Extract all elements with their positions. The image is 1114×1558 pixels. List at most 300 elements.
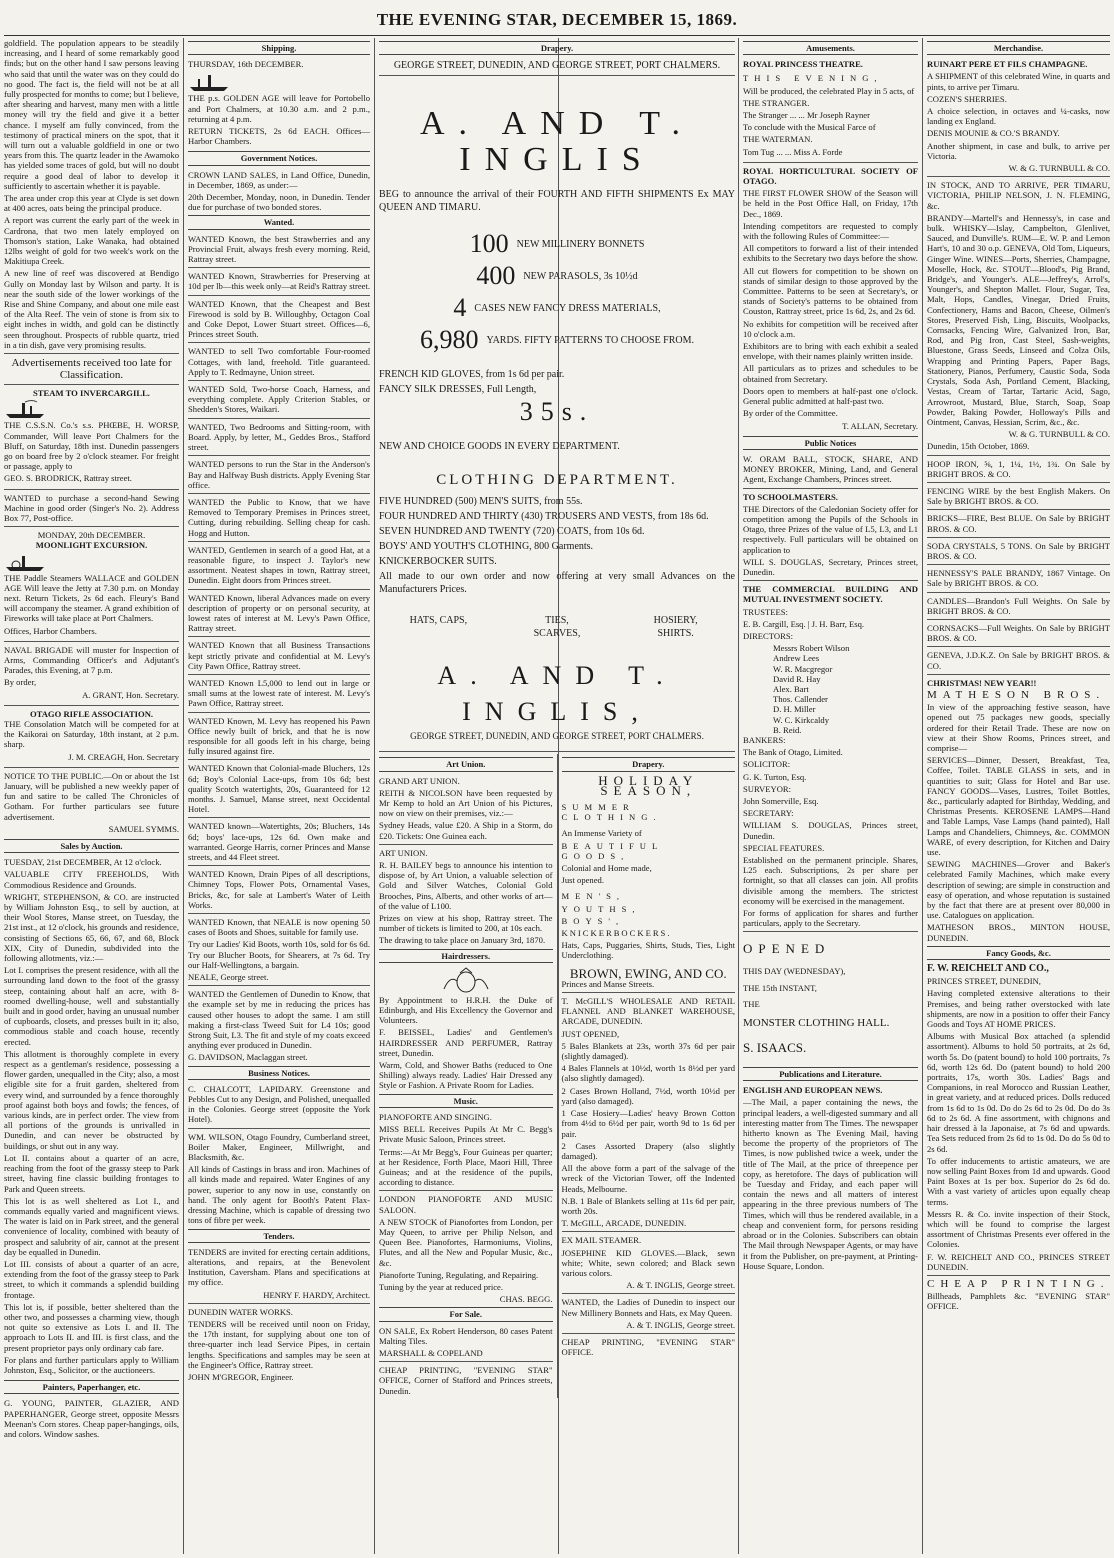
divider [188, 712, 370, 713]
divider [188, 1128, 370, 1129]
ad-broker: W. ORAM BALL, STOCK, SHARE, AND MONEY BROKER, Mining, Land, and General Agent, Exchange Chambers, Princes street. [743, 453, 918, 485]
ad-title: THE STRANGER. [743, 97, 810, 108]
ad-heading: SECRETARY: [743, 808, 794, 819]
ad-crown-land: CROWN LAND SALES, in Land Office, Dunedin, in December, 1869, as under:— [188, 169, 370, 190]
ad-body: THE Consolation Match will be competed for at the Kaikorai on Saturday, 18th instant, at 2 p.m. sharp. [4, 718, 179, 750]
ad-moonlight-excursion [4, 530, 179, 636]
ad-title: ROYAL HORTICULTURAL SOCIETY OF OTAGO. [743, 165, 918, 187]
divider [562, 1293, 736, 1294]
divider [743, 580, 918, 581]
ad-body: THE FIRST FLOWER SHOW of the Season will be held in the Post Office Hall, on Friday, 17th Dec., 1869. [743, 188, 918, 219]
ad-body: The Bank of Otago, Limited. [743, 747, 843, 758]
ad-bright-bros: CANDLES—Brandon's Full Weights. On Sale by BRIGHT BROS. & CO. [927, 595, 1110, 616]
ad-body: 4 Bales Flannels at 10½d, worth 1s 8½d per yard (also slightly damaged). [561, 1063, 735, 1084]
divider [562, 992, 736, 993]
ad-title: BOYS', [561, 915, 625, 926]
ad-crown-land: 20th December, Monday, noon, in Dunedin. Tender due for purchase of two bonded stores. [188, 192, 370, 213]
section-heading: Wanted. [188, 215, 370, 229]
clothing-line: FIVE HUNDRED (500) MEN'S SUITS, from 55s. [379, 496, 583, 508]
ad-body: REITH & NICOLSON have been requested by Mr Kemp to hold an Art Union of his Pictures, now on view on their premises, viz.:— [379, 787, 553, 819]
stock-line [379, 262, 735, 290]
divider [188, 636, 370, 637]
ad-body: ON SALE, Ex Robert Henderson, 80 cases Patent Malting Tiles. [379, 1325, 553, 1346]
section-heading: Music. [379, 1094, 553, 1108]
ad-notice-public [4, 771, 179, 834]
ad-title: DUNEDIN WATER WORKS. [188, 1306, 293, 1317]
divider [927, 619, 1110, 620]
ad-signature: W. & G. TURNBULL & CO. [1008, 163, 1110, 174]
section-heading: Sales by Auction. [4, 839, 179, 853]
ad-body: Exhibitors are to bring with each exhibit a sealed envelope, with their names plainly written inside. [743, 341, 918, 362]
director-name: Alex. Bart [773, 683, 809, 694]
ad-wanted: WANTED Known that Colonial-made Bluchers, 12s 6d; Boy's Colonial Lace-ups, from 10s 6d; best quality Scotch watertights, 20s, Guaranteed for 12 months. J. Samuel, Manse street, next Occidental Hotel. [188, 763, 370, 815]
ad-body: A choice selection, in octaves and ¼-casks, now landing ex England. [927, 106, 1110, 127]
ad-title: MATHESON BROS. [927, 688, 1106, 701]
column-rule [374, 38, 375, 1554]
ad-signature: WILL S. DOUGLAS, Secretary, Princes street, Dunedin. [743, 556, 918, 577]
ad-body: Another shipment, in case and bulk, to arrive per Victoria. [927, 140, 1110, 161]
address-line: GEORGE STREET, DUNEDIN, AND GEORGE STREET, PORT CHALMERS. [410, 731, 704, 742]
ad-wanted: WANTED Known, Strawberries for Preserving at 10d per lb—this week only—at Reid's Rattray street. [188, 271, 370, 292]
ad-body: N.B. 1 Bale of Blankets selling at 11s 6d per pair, worth 20s. [561, 1195, 735, 1216]
ad-date: Dunedin, 15th October, 1869. [927, 441, 1030, 452]
ad-title: STEAM TO INVERCARGILL. [33, 388, 150, 399]
director-name: Andrew Lees [773, 653, 820, 664]
divider [562, 1231, 736, 1232]
director-name: D. H. Miller [773, 704, 816, 715]
column-6 [927, 38, 1110, 1554]
ad-wanted: WANTED the Public to Know, that we have Removed to Temporary Premises in Princes street, Cutting, during rebuilding. Selling cheap for cash. Hogg and Hutton. [188, 496, 370, 538]
ad-body: Prizes on view at his shop, Rattray street. The number of tickets is limited to 200, at 10s each. [379, 913, 553, 934]
ad-body: WANTED, the Ladies of Dunedin to inspect our New Millinery Bonnets and Hats, ex May Queen. [561, 1297, 735, 1318]
ad-wanted: WANTED known—Watertights, 20s; Bluchers, 14s 6d; boys' lace-ups, 12s 6d. Own make and warranted. George Harris, corner Princes and Manse streets, and 44 Fleet street. [188, 821, 370, 862]
ad-title: THE WATERMAN. [743, 134, 813, 145]
divider [188, 267, 370, 268]
ad-body: For plans and further particulars apply to William Johnston, Esq., Solicitor, or the auctioneers. [4, 1354, 179, 1375]
ad-printing: Billheads, Pamphlets &c. "EVENING STAR" OFFICE. [927, 1291, 1110, 1312]
ad-wanted: WANTED Known, liberal Advances made on every description of property or on personal security, at lowest rates of interest at M. Levy's Pawn Office, Rattray street. [188, 592, 370, 634]
ad-wanted: WANTED persons to run the Star in the Anderson's Bay and Halfway Bush districts. Apply Evening Star office. [188, 459, 370, 490]
royal-crest-icon [436, 967, 496, 993]
ad-wanted: WANTED to sell Two comfortable Four-roomed Cottages, with land, freehold. Title guaranteed. Apply to T. Redmayne, Union street. [188, 346, 370, 377]
ad-body: G. K. Turton, Esq. [743, 771, 807, 782]
ad-wanted: WANTED Known, that the Cheapest and Best Firewood is sold by B. Willoughby, Octagon Coal and Coke Depot, Lower Stuart street. Offices—6, Princes street South. [188, 298, 370, 340]
divider [188, 985, 370, 986]
divider [927, 646, 1110, 647]
ad-signature: W. & G. TURNBULL & CO. [1008, 429, 1110, 440]
director-name: W. C. Kirkcaldy [773, 714, 830, 725]
divider [927, 509, 1110, 510]
section-heading: Fancy Goods, &c. [927, 946, 1110, 960]
ad-wanted: WANTED Known L5,000 to lend out in large or small sums at the lowest rate of interest. M. Levy's Pawn Office, Rattray street. [188, 677, 370, 709]
divider [188, 493, 370, 494]
ad-title: PIANOFORTE AND SINGING. [379, 1111, 492, 1122]
ad-wanted: WANTED Known, M. Levy has reopened his Pawn Office newly built of brick, and that he is now responsible for all goods left in his charge, being fully insured against fire. [188, 715, 370, 757]
steamship-icon [188, 71, 232, 93]
ad-title: COZEN'S SHERRIES. [927, 93, 1007, 104]
ad-title: YOUTHS, [561, 903, 641, 914]
ad-title: ROYAL PRINCESS THEATRE. [743, 59, 863, 70]
section-heading: Amusements. [743, 41, 918, 55]
ad-title: OTAGO RIFLE ASSOCIATION. [29, 708, 154, 719]
divider [743, 162, 918, 163]
ad-title: MONSTER CLOTHING HALL. [743, 1017, 890, 1030]
divider [4, 526, 179, 527]
divider [188, 342, 370, 343]
ad-body: In view of the approaching festive season, have opened out 75 packages new goods, specially ordered for their Retail Trade. These are now on view at their Show Rooms, Princes street, and comprise— [927, 702, 1110, 753]
ad-body: Tom Tug ... ... Miss A. Forde [743, 146, 843, 157]
column-1 [4, 38, 179, 1554]
shipment-notice: BEG to announce the arrival of their FOURTH AND FIFTH SHIPMENTS Ex MAY QUEEN AND TIMARU. [379, 189, 735, 214]
ad-title: DENIS MOUNIE & CO.'S BRANDY. [927, 128, 1060, 139]
ad-signature: JOHN M'GREGOR, Engineer. [188, 1371, 294, 1382]
ad-body: This allotment is thoroughly complete in every respect as a gentleman's residence, possessing a flower garden, unequalled in the City; also, a most eligible site for a fruit garden, sheltered from every wind, and surrounded by a fence thoroughly proof against both boys and fowls; the fences, of various kinds, are in perfect order. The view from all portions of the grounds is unrivalled in Dunedin, and can never be obstructed by buildings, or shut out in any way. [4, 1048, 179, 1151]
ad-body: THE p.s. GOLDEN AGE will leave for Portobello and Port Chalmers, at 10.30 a.m. and 2 p.m., returning at 4 p.m. [188, 93, 370, 124]
divider [743, 931, 918, 932]
lower-right [557, 754, 736, 1397]
ad-heading: DIRECTORS: [743, 630, 793, 641]
ad-body: NOTICE TO THE PUBLIC.—On or about the 1st January, will be published a new weekly paper of fun and satire to be called The Chronicles of Gotham. For further particulars see future advertisement. [4, 770, 179, 822]
divider [4, 767, 179, 768]
ad-date: THURSDAY, 16th DECEMBER. [188, 59, 304, 70]
ad-signature: HENRY F. HARDY, Architect. [263, 1289, 370, 1300]
divider [379, 1361, 553, 1362]
ad-body: This lot is, if possible, better sheltered than the other two, and possesses a charming view, though not quite so extensive as Lots I. and II. The approach to Lots II. and III. is first class, and the present proprietor pays only ordinary cab fare. [4, 1301, 179, 1353]
ad-title: VALUABLE CITY FREEHOLDS, With Commodious Residence and Grounds. [4, 869, 179, 890]
ad-title: GRAND ART UNION. [379, 775, 460, 786]
ad-title: F. W. REICHELT AND CO., [927, 963, 1049, 975]
column-rule [922, 38, 923, 1554]
section-heading: Shipping. [188, 41, 370, 55]
ad-body: John Somerville, Esq. [743, 796, 819, 806]
ad-body: By Appointment to H.R.H. the Duke of Edinburgh, and His Excellency the Governor and Volunteers. [379, 994, 553, 1026]
ad-body: E. B. Cargill, Esq. | J. H. Barr, Esq. [743, 618, 865, 629]
ad-body: A SHIPMENT of this celebrated Wine, in quarts and pints, to arrive per Timaru. [927, 71, 1110, 92]
ad-wanted: WANTED Known, Drain Pipes of all descriptions, Chimney Tops, Flower Pots, Ornamental Vases, Bricks, &c, for sale at Lambert's Water of Leith Works. [188, 869, 370, 910]
ad-signature: J. M. CREAGH, Hon. Secretary [68, 751, 179, 762]
section-heading: Government Notices. [188, 151, 370, 165]
column-3 [379, 38, 735, 1554]
ad-date: MONDAY, 20th DECEMBER. [37, 530, 146, 541]
ad-body: Messrs R. & Co. invite inspection of their Stock, which will be found to comprise the largest assortment of Christmas Presents ever offered in the Colonies. [927, 1208, 1110, 1250]
ad-title: RUINART PERE ET FILS CHAMPAGNE. [927, 59, 1088, 70]
ad-painter: G. YOUNG, PAINTER, GLAZIER, AND PAPERHANGER, George street, opposite Messrs Meenan's Corn stores. Cheap paper-hangings, oils, and colors. Window sashes. [4, 1398, 179, 1439]
ad-heading: SOLICITOR: [743, 759, 791, 770]
lower-left [379, 754, 553, 1397]
ad-signature: MARSHALL & COPELAND [379, 1347, 483, 1358]
ad-body: All competitors to forward a list of their intended exhibits to the Secretary two days before the show. [743, 243, 918, 264]
ad-rifle-association [4, 709, 179, 762]
stock-count: 100 [469, 229, 509, 259]
divider [379, 75, 735, 76]
ad-tender: TENDERS are invited for erecting certain additions, alterations, and repairs, at the Benevolent Institution, Caversham. Plans and specifications at my office. [188, 1246, 370, 1288]
stock-label: YARDS. FIFTY PATTERNS TO CHOOSE FROM. [486, 334, 695, 346]
ad-body: For forms of application for shares and further particulars, apply to the Secretary. [743, 908, 918, 929]
ad-body: Intending competitors are requested to comply with the following Rules of Committee:— [743, 220, 918, 242]
ad-wanted: WANTED, Gentlemen in search of a good Hat, at a reasonable figure, to inspect J. Taylor's new assortment. Neatest shapes in town, Rattray street, Dunedin. Eight doors from Princes street. [188, 544, 370, 586]
news-paragraph: The area under crop this year at Clyde is set down at 400 acres, oats being the principal produce. [4, 193, 179, 214]
ad-body: THIS EVENING, [743, 73, 883, 84]
news-paragraph: A new line of reef was discovered at Bendigo Gully on Monday last by Wilson and party. It is near the south side of the lower workings of the Rise and Shine Company, and about one mile east of the Alta Reef. The vein of stone is from six to eight inches in width, and gold can be distinctly seen throughout. Prospects of rubble quartz, tried in a tin dish, gave very promising results. [4, 268, 179, 350]
ad-title: TO SCHOOLMASTERS. [743, 491, 838, 502]
ad-body: Lot III. consists of about a quarter of an acre, extending from the foot of the grassy steep to Park street, to which it commands a splendid building frontage. [4, 1258, 179, 1300]
ad-body: THE [743, 998, 760, 1009]
director-name: B. Reid. [773, 724, 802, 735]
ad-title: EX MAIL STEAMER. [561, 1235, 642, 1246]
divider [188, 913, 370, 914]
ad-body: All the above form a part of the salvage of the wreck of the Victorian Tower, off the Indented Heads, Melbourne. [561, 1163, 735, 1194]
section-heading: Art Union. [379, 757, 553, 771]
ad-body: WILLIAM S. DOUGLAS, Princes street, Dunedin. [743, 820, 918, 841]
ad-body: BRANDY—Martell's and Hennessy's, in case and bulk. WHISKY—Islay, Campbelton, Glenlivet, Sauced, and Dunville's. RUM—E. W. P. and Lemon Hart's, 10 and 30 o.p. GENEVA, Old Tom, Liqueurs, Ginger Wine. WINES—Ports, Sherries, Champagne, Moselle, Hock, &c. STOUT—Blood's, Pig Brand, Bridge's, and Younger's. ALE—Jeffrey's, Arrol's, Younger's, and Shepton Mallet. Flour, Sugar, Tea, Malt, Hops, Candles, Vinegar, Dried Fruits, Confectionery, Hams and Bacon, Cheese, Oilmen's Stores, Preserved Fish, Ling, Biscuits, Woolpacks, Cornsacks, Fencing Wire, Galvanized Iron, Bar, Rod, and Pig Iron, Cast Steel, Sash-weights, Bluestone, Grass Seeds, Linseed and Colza Oils, Wrapping and Printing Papers, Paper Bags, Stationery, Pianos, Perfumery, Caustic Soda, Soda Crystals, Soda Ash, Portland Cement, Blacking, Vestas, Cream of Tartar, Tartaric Acid, Sago, Arrowroot, Mustard, Blue, Starch, Soap, Soap Powder, Baking Powder, Holloway's Pills and Ointment, Canvas, Hessian, Scrim, &c., &c. [927, 212, 1110, 427]
divider [927, 592, 1110, 593]
ad-heading: TRUSTEES: [743, 606, 788, 617]
ad-wanted: Try our Ladies' Kid Boots, worth 10s, sold for 6s 6d. Try our Blucher Boots, for Shearers, at 7s 6d. Try our Half-Wellingtons, a bargain. [188, 939, 370, 970]
ad-bright-bros: SODA CRYSTALS, 5 TONS. On Sale by BRIGHT BROS. & CO. [927, 540, 1110, 561]
divider [188, 865, 370, 866]
ad-horticultural [743, 166, 918, 431]
section-heading: Business Notices. [188, 1066, 370, 1080]
director-name: Thos. Callender [773, 694, 828, 705]
ad-printing: CHEAP PRINTING. [927, 1277, 1110, 1290]
ad-body: This lot is as well sheltered as Lot I., and commands equally varied and magnificent views. The water is laid on in Park street, and the general convenience of locality, combined with beauty of prospect and salubrity of air, cannot at the present day be equalled in Dunedin. [4, 1195, 179, 1257]
ad-title: T. McGILL'S WHOLESALE AND RETAIL FLANNEL AND BLANKET WAREHOUSE, ARCADE, DUNEDIN. [561, 996, 735, 1027]
ad-bright-bros: FENCING WIRE by the best English Makers. On Sale by BRIGHT BROS. & CO. [927, 485, 1110, 507]
ad-body: An Immense Variety of [561, 828, 642, 839]
top-rule [4, 35, 1110, 36]
address-line: GEORGE STREET, DUNEDIN, AND GEORGE STREET, PORT CHALMERS. [393, 60, 721, 72]
director-name: David R. Hay [773, 673, 821, 684]
divider [188, 759, 370, 760]
stock-label: CASES NEW FANCY DRESS MATERIALS, [474, 302, 661, 314]
stock-line [379, 326, 735, 354]
divider [379, 1190, 553, 1191]
section-heading: Public Notices [743, 436, 918, 450]
divider [188, 817, 370, 818]
ad-order: By order, [4, 677, 37, 688]
ad-body: A NEW STOCK of Pianofortes from London, per May Queen, to arrive per Philip Nelson, and Queen Bee. Pianofortes, Harmoniums, Violins, Flutes, and all the New and Popular Music, &c., &c. [379, 1216, 553, 1268]
ad-title: LONDON PIANOFORTE AND MUSIC SALOON. [379, 1194, 553, 1215]
ad-title: BEAUTIFUL GOODS, [561, 840, 664, 861]
ad-title: CHRISTMAS! NEW YEAR!! [927, 677, 1037, 688]
ad-title: KNICKERBOCKERS. [561, 928, 672, 939]
ad-signature: T. ALLAN, Secretary. [842, 420, 918, 431]
ad-body: JUST OPENED, [561, 1028, 620, 1039]
ad-signature: A. & T. INGLIS, George street. [626, 1319, 735, 1330]
ad-signature: MATHESON BROS., MINTON HOUSE, DUNEDIN. [927, 922, 1110, 943]
column-rule [738, 38, 739, 1554]
divider [188, 674, 370, 675]
ad-body: Tuning by the year at reduced price. [379, 1281, 504, 1292]
stock-label: NEW PARASOLS, 3s 10½d [523, 270, 638, 282]
stock-count: 400 [476, 261, 516, 291]
section-heading: Drapery. [562, 757, 736, 771]
ad-bright-bros: GENEVA, J.D.K.Z. On Sale by BRIGHT BROS. & CO. [927, 650, 1110, 671]
new-goods-line: NEW AND CHOICE GOODS IN EVERY DEPARTMENT. [379, 441, 620, 453]
section-heading: Publications and Literature. [743, 1067, 918, 1081]
divider [927, 176, 1110, 177]
ad-title: ENGLISH AND EUROPEAN NEWS. [743, 1085, 883, 1096]
ad-body: NAVAL BRIGADE will muster for Inspection of Arms, Commanding Officer's and Adjutant's Parades, this Evening, at 7 p.m. [4, 644, 179, 676]
ad-body: THIS DAY (WEDNESDAY), [743, 966, 846, 977]
ad-foundry: WM. WILSON, Otago Foundry, Cumberland street, Boiler Maker, Engineer, Millwright, and Blacksmith, &c. [188, 1131, 370, 1163]
ad-bright-bros: CORNSACKS—Full Weights. On Sale by BRIGHT BROS. & CO. [927, 622, 1110, 644]
ad-date: TUESDAY, 21st DECEMBER, At 12 o'clock. [4, 857, 162, 868]
brand-title: A. AND T. INGLIS, [437, 661, 677, 727]
ad-wanted: WANTED the Gentlemen of Dunedin to Know, that the example set by me in reducing the prices has caused other houses to adopt the same. I am still making a first-class Tweed Suit for L4 10s; good Strong Suit, L3. The fit and style of my coats exceed anything ever produced in Dunedin. [188, 989, 370, 1051]
ad-body: All particulars as to prizes and schedules to be obtained from Secretary. [743, 363, 918, 384]
ad-title: MEN'S, [561, 891, 626, 902]
divider [188, 380, 370, 381]
ad-body: Having completed extensive alterations to their Premises, and being rather overstocked with late shipments, are now in a position to offer their Fancy Goods and Toys AT HOME PRICES. [927, 988, 1110, 1030]
ad-signature: S. ISAACS. [743, 1040, 807, 1056]
ad-body: SEWING MACHINES—Grover and Baker's celebrated Family Machines, which make every description of sewing; are simple in construction and easy of operation, and whose reputation is sustained by the fact that there are at present over 80,000 in use. Catalogues on application. [927, 859, 1110, 921]
divider [188, 1303, 370, 1304]
ad-body: Established on the permanent principle. Shares, L25 each. Subscriptions, 2s per share per fortnight, so that all classes can join. All profits divisible among the members. The strictest economy will be exercised in the management. [743, 855, 918, 906]
ad-wanted: WANTED Known, that NEALE is now opening 50 cases of Boots and Shoes, suitable for family use. [188, 917, 370, 938]
ad-auction-freeholds [4, 857, 179, 1375]
ad-body: The Stranger ... ... Mr Joseph Rayner [743, 110, 870, 121]
ad-body: R. H. BAILEY begs to announce his intention to dispose of, by Art Union, a valuable selection of Gold and Silver Watches, Colonial Gold Brooches, Pins, Alberts, and other works of art—of the value of L100. [379, 860, 553, 911]
ad-body: Pianoforte Tuning, Regulating, and Repairing. [379, 1269, 539, 1280]
ad-body: THE 15th INSTANT, [743, 982, 817, 993]
divider [927, 1275, 1110, 1276]
divider [927, 564, 1110, 565]
ad-wanted: WANTED Known that all Business Transactions kept strictly private and confidential at M. Levy's City Pawn Office, Rattray street. [188, 640, 370, 671]
items-row [379, 614, 735, 640]
divider [4, 384, 179, 385]
divider [4, 641, 179, 642]
ad-signature: T. McGILL, ARCADE, DUNEDIN. [561, 1218, 687, 1229]
divider [188, 295, 370, 296]
item-group: TIES, SCARVES, [533, 615, 581, 640]
section-heading: Drapery. [379, 41, 735, 55]
clothing-line: All made to our own order and now offering at very small Advances on the Manufacturers Prices. [379, 571, 735, 596]
ad-body: Lot II. contains about a quarter of an acre, reaching from the foot of the grassy steep to Park street, having fine classic building frontages to Park and Queen streets. [4, 1152, 179, 1194]
ad-golden-age [188, 59, 370, 146]
ad-body: PRINCES STREET, DUNEDIN, [927, 976, 1041, 987]
divider [927, 537, 1110, 538]
silk-line: FANCY SILK DRESSES, Full Length, [379, 384, 537, 396]
ad-steam-invercargill [4, 388, 179, 483]
ad-wanted: WANTED Known, the best Strawberries and any Provincial Fruit, always fresh every morning. Reid, Rattray street. [188, 233, 370, 265]
divider [562, 1333, 736, 1334]
ad-title: BROWN, EWING, AND CO. [569, 965, 727, 981]
column-5 [743, 38, 918, 1554]
ad-title: HOLIDAY SEASON, [598, 772, 699, 798]
ad-signature: G. DAVIDSON, Maclaggan street. [188, 1052, 308, 1063]
section-heading: Painters, Paperhanger, etc. [4, 1380, 179, 1394]
ad-title: ART UNION. [379, 847, 428, 858]
ad-body: Hats, Caps, Puggaries, Shirts, Studs, Ties, Light Underclothing. [561, 940, 735, 961]
ad-body: All cut flowers for competition to be shown on stands of similar design to those approved by the Committee. Patterns to be seen at Secretary's, or stands of Society's patterns to be obtained from Couston, Rattray street, price 1s 6d, 2s, and 2s 6d. [743, 265, 918, 317]
ad-body: JOSEPHINE KID GLOVES.—Black, sewn white; White, sewn colored; and Black sewn various colors. [561, 1247, 735, 1278]
ad-body: MISS BELL Receives Pupils At Mr C. Begg's Private Music Saloon, Princes street. [379, 1124, 553, 1145]
ad-title: IN STOCK, AND TO ARRIVE, PER TIMARU, VICTORIA, PHILIP NELSON, J. N. FLEMING, &c. [927, 180, 1110, 211]
ad-bright-bros: HENNESSY'S PALE BRANDY, 1867 Vintage. On Sale by BRIGHT BROS. & CO. [927, 568, 1110, 589]
ad-wanted: WANTED Sold, Two-horse Coach, Harness, and everything complete. Apply Criterion Stables, or Shedden's Stores, Waikari. [188, 384, 370, 415]
divider [188, 418, 370, 419]
ad-tender: TENDERS will be received until noon on Friday, the 17th instant, for supplying about one ton of three-quarter inch lead Service Pipes, in certain lengths. Specifications and samples may be seen at the Engineer's Office, Rattray street. [188, 1318, 370, 1370]
section-heading: Advertisements received too late for Classification. [11, 357, 172, 382]
column-rule [183, 38, 184, 1554]
ad-bright-bros: BRICKS—FIRE, Best BLUE. On Sale by BRIGHT BROS. & CO. [927, 513, 1110, 534]
ad-sewing-machine: WANTED to purchase a second-hand Sewing Machine in good order (Singer's No. 2). Address Box 77, Post-office. [4, 492, 179, 523]
divider [743, 488, 918, 489]
ad-signature: Offices, Harbor Chambers. [4, 625, 97, 636]
ad-signature: GEO. S. BRODRICK, Rattray street. [4, 473, 132, 484]
stock-count: 4 [453, 293, 467, 323]
ad-printing: CHEAP PRINTING, "EVENING STAR" OFFICE. [561, 1336, 735, 1358]
silk-price: 35s. [519, 397, 595, 427]
ad-body: Terms:—At Mr Begg's, Four Guineas per quarter; at her Residence, Forth Place, Maori Hill, Three Guineas; and at the residence of the pupils, according to distance. [379, 1146, 553, 1188]
ad-title: MOONLIGHT EXCURSION. [35, 540, 148, 551]
director-name: Messrs Robert Wilson [773, 643, 850, 654]
ad-body: THE Directors of the Caledonian Society offer for competition among the Pupils of the Schools in Otago, three Prizes of the value of L5, L3, and L1 respectively. Full particulars will be obtained on application to [743, 503, 918, 555]
ad-naval-brigade [4, 645, 179, 700]
section-heading: Hairdressers. [379, 949, 553, 963]
section-heading: Merchandise. [927, 41, 1110, 55]
ad-body: To conclude with the Musical Farce of [743, 122, 876, 133]
ad-title: F. BEISSEL, Ladies' and Gentlemen's HAIRDRESSER AND PERFUMER, Rattray street, Dunedin. [379, 1027, 553, 1058]
ad-body: 5 Bales Blankets at 23s, worth 37s 6d per pair (slightly damaged). [561, 1040, 735, 1062]
column-2 [188, 38, 370, 1554]
ad-signature: A. GRANT, Hon. Secretary. [82, 689, 179, 700]
brand-title: A. AND T. INGLIS [420, 105, 694, 179]
ad-signature: F. W. REICHELT AND CO., PRINCES STREET DUNEDIN. [927, 1251, 1110, 1272]
ad-body: THE C.S.S.N. Co.'s s.s. PHŒBE, H. WORSP, Commander, Will leave Port Chalmers for the Bluff, on Saturday, 18th inst. Dunedin passengers go on board free by 2 o'clock steamer. For freight or passage, apply to [4, 420, 179, 472]
ad-body: THE Paddle Steamers WALLACE and GOLDEN AGE Will leave the Jetty at 7.30 p.m. on Monday next. Return Tickets, 2s 6d each. Fleury's Band will accompany the steamer. A grand exhibition of Fireworks will take place at Port Chalmers. [4, 572, 179, 624]
steamship-icon [4, 551, 48, 573]
item-group: HATS, CAPS, [409, 615, 468, 627]
item-group: HOSIERY, SHIRTS. [653, 615, 698, 640]
ad-signature: CHAS. BEGG. [499, 1294, 553, 1305]
stock-label: NEW MILLINERY BONNETS [516, 238, 645, 250]
section-heading: For Sale. [379, 1307, 553, 1321]
divider [188, 455, 370, 456]
ad-body: WRIGHT, STEPHENSON, & CO. are instructed by William Johnston Esq., to sell by auction, at their Wool Stores, Manse street, on Tuesday, the 21st inst., at 12 o'clock, his grounds and residence, consisting of Sections 65, 66, 67, and 68, Block XIX, City of Dunedin, subdivided into the following allotments, viz.:— [4, 891, 179, 964]
news-paragraph: goldfield. The population appears to be steadily increasing, and I heard of some remarkably good finds; but on the other hand I saw persons leaving who said that until the water was on they could do no good. The fact is, the field will not be at all fully prospected for months to come; but I believe, after shearing and harvest, many men with a little money will try the field and give it a better chance. I myself am fully convinced, from the testimony of practical miners on the spot, that it will turn out a valuable goldfield in one or two years from this. The quartz leader in the Awamoko has yielded some traces of gold, but will no doubt require a good deal of labor to develop it sufficiently to ascertain whether it is payable. [4, 38, 179, 191]
ad-title: OPENED [743, 941, 831, 957]
stock-count: 6,980 [419, 325, 479, 355]
stock-line [379, 230, 735, 258]
ad-title: SUMMER CLOTHING. [561, 802, 662, 823]
ad-foundry: All kinds of Castings in brass and iron. Machines of all kinds made and repaired. Water Engines of any power, superior to any now in use, constantly on hand. The only agent for Booth's Patent Flax-dressing Machine, which is capable of dressing two tons of fibre per week. [188, 1164, 370, 1226]
divider [927, 674, 1110, 675]
divider [188, 541, 370, 542]
directors-list [743, 643, 918, 735]
steamship-icon [4, 398, 48, 420]
ad-heading: BANKERS: [743, 734, 786, 745]
clothing-line: SEVEN HUNDRED AND TWENTY (720) COATS, from 10s 6d. [379, 526, 645, 538]
ad-title: THE COMMERCIAL BUILDING AND MUTUAL INVESTMENT SOCIETY. [743, 584, 918, 605]
ad-body: Warm, Cold, and Shower Baths (reduced to One Shilling) always ready. Ladies' Hair Dressed any Style or Fashion. A Private Room for Ladies. [379, 1060, 553, 1091]
ad-heading: SPECIAL FEATURES. [743, 842, 825, 853]
ad-body: Albums with Musical Box attached (a splendid assortment). Albums to hold 50 portraits, at 2s 6d, worth 5s. Do (patent bound) to hold 100 portraits, 7s 6d, worth 12s 6d. Do (patent bound) to hold 200 portraits, 17s, worth 30s. Ladies' Bags and Companions, in real Morocco and Russian Leather, in great variety, and at reduced prices. Dolls reduced from 1s 6d to 1s 0d. Do do 2s 6d to 2s 0d. Do do 3s 6d to 2s 6d. A fine assortment, with chignons and hair dressed à la Japonaise, at 7s 6d and upwards. Tea Sets reduced from 2s 6d to 1s 0d. Do do 5s 0d to 2s 6d. [927, 1031, 1110, 1154]
ad-body: Princes and Manse Streets. [561, 978, 655, 989]
lower-split [379, 751, 735, 1397]
clothing-line: BOYS' AND YOUTH'S CLOTHING, 800 Garments. [379, 541, 594, 553]
ad-body: RETURN TICKETS, 2s 6d EACH. Offices—Harbor Chambers. [188, 126, 370, 147]
divider [379, 844, 553, 845]
ad-body: Lot I. comprises the present residence, with all the surrounding land down to the foot of the grassy steep, containing about half an acre, with 8-roomed dwelling-house, well and substantially built and in good order, having an unusual number of cupboards, closets, and presses built in it; also, commodious stable and coach house, recently erected. [4, 965, 179, 1047]
ad-body: SERVICES—Dinner, Dessert, Breakfast, Tea, Coffee, Toilet. TABLE GLASS in sets, and in quantities to suit; Glass for Hotel and Bar use. FANCY GOODS—Vases, Lustres, Toilet Bottles, &c., particularly adapted for Birthday, Wedding, and Christmas Presents. KEROSENE LAMPS—Hand and Table Lamps, Vase Lamps (hand painted), Hall Lamps and Chandeliers, Chimneys, &c. COMMON WARE, of every description, for Kitchen and Dairy use. [927, 755, 1110, 858]
ad-body: Just opened. [561, 875, 604, 886]
ad-body: No exhibits for competition will be received after 10 o'clock a.m. [743, 318, 918, 339]
ad-body: Will be produced, the celebrated Play in 5 acts, of [743, 85, 915, 96]
divider [4, 353, 179, 354]
ad-body: By order of the Committee. [743, 408, 838, 419]
